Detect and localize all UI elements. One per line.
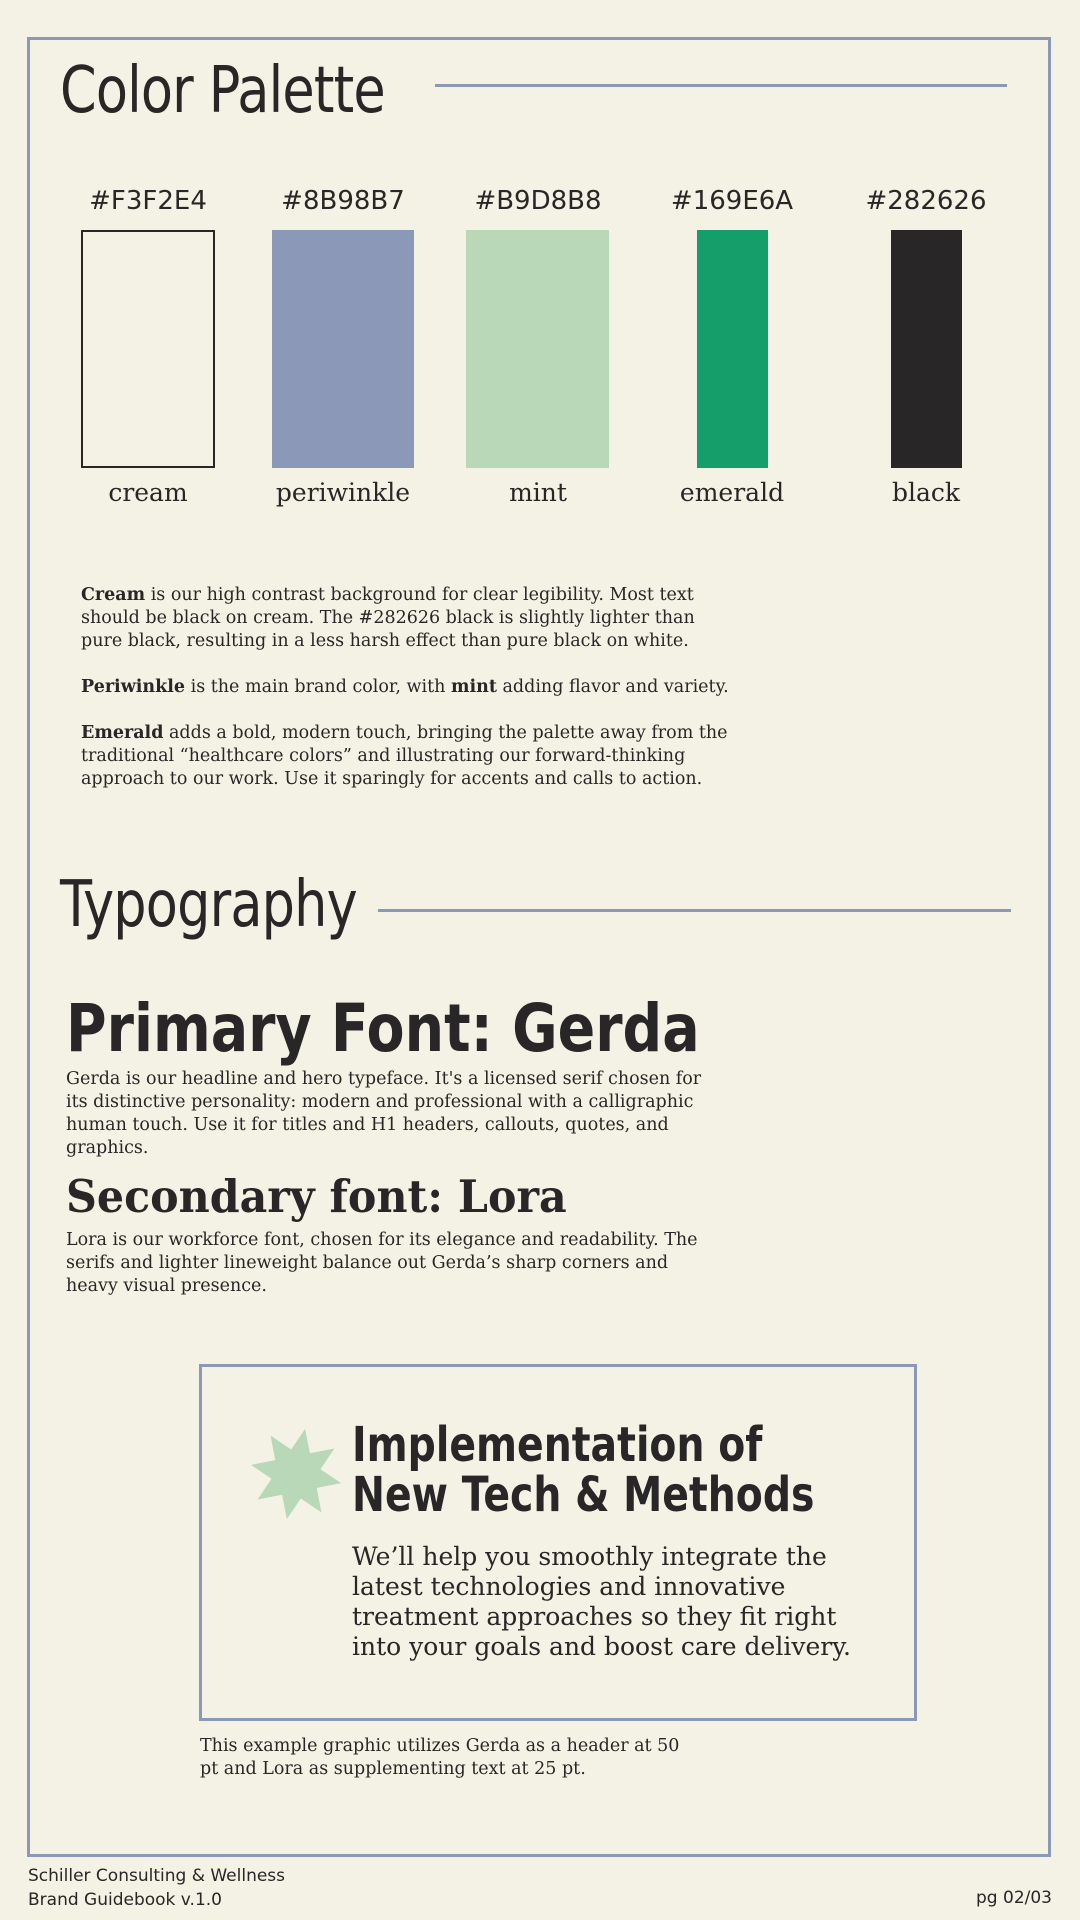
swatch-hex-cream: #F3F2E4 bbox=[89, 186, 207, 216]
example-graphic-caption: This example graphic utilizes Gerda as a header at 50 pt and Lora as supplementing text at 25 pt. bbox=[200, 1736, 680, 1779]
swatch-hex-periwinkle: #8B98B7 bbox=[281, 186, 405, 216]
example-graphic-title bbox=[352, 1417, 815, 1523]
swatch-hex-black: #282626 bbox=[865, 186, 987, 216]
palette-title-rule bbox=[435, 84, 1007, 87]
footer-brand bbox=[28, 1864, 285, 1912]
palette-term-emerald: Emerald bbox=[81, 723, 164, 743]
star-icon bbox=[248, 1426, 344, 1522]
swatch-name-emerald: emerald bbox=[679, 478, 785, 507]
swatch-name-black: black bbox=[891, 478, 961, 507]
swatch-name-periwinkle: periwinkle bbox=[275, 478, 411, 507]
primary-font-description: Gerda is our headline and hero typeface. It's a licensed serif chosen for its distinctive personality: modern and professional with a calligraphic human touch. Use it for titles and H1 headers, callouts, quotes, and graphics. bbox=[66, 1069, 702, 1158]
secondary-font-title: Secondary font: Lora bbox=[66, 1170, 567, 1223]
swatch-emerald bbox=[697, 230, 768, 468]
swatch-cream bbox=[81, 230, 215, 468]
footer-company: Schiller Consulting & Wellness bbox=[28, 1866, 286, 1886]
swatch-mint bbox=[466, 230, 609, 468]
palette-paragraph-emerald bbox=[81, 722, 741, 791]
primary-font-title: Primary Font: Gerda bbox=[66, 990, 700, 1067]
palette-paragraph-emerald-text: adds a bold, modern touch, bringing the palette away from the traditional “healthcare colors” and illustrating our forward-thinking approach to our work. Use it sparingly for accents and calls to action. bbox=[81, 723, 728, 789]
palette-term-periwinkle: Periwinkle bbox=[81, 677, 186, 697]
palette-paragraph-periwinkle-text: is the main brand color, with bbox=[185, 677, 451, 697]
example-title-line2: New Tech & Methods bbox=[352, 1467, 815, 1523]
footer-guidebook-version: Brand Guidebook v.1.0 bbox=[28, 1890, 222, 1910]
palette-paragraph-mint-text: adding flavor and variety. bbox=[496, 677, 729, 697]
swatch-black bbox=[891, 230, 962, 468]
secondary-font-description: Lora is our workforce font, chosen for its elegance and readability. The serifs and lighter lineweight balance out Gerda’s sharp corners and heavy visual presence. bbox=[66, 1230, 698, 1296]
example-title-line1: Implementation of bbox=[352, 1417, 763, 1473]
typography-title-rule bbox=[378, 909, 1011, 912]
palette-paragraph-cream-text: is our high contrast background for clear legibility. Most text should be black on cream. The #282626 black is slightly lighter than pure black, resulting in a less harsh effect than pure black on white. bbox=[81, 585, 695, 651]
page-number: pg 02/03 bbox=[976, 1888, 1052, 1908]
swatch-hex-mint: #B9D8B8 bbox=[474, 186, 602, 216]
palette-title: Color Palette bbox=[60, 54, 385, 128]
palette-paragraph-cream bbox=[81, 584, 741, 653]
palette-term-mint: mint bbox=[450, 677, 497, 697]
swatch-hex-emerald: #169E6A bbox=[670, 186, 794, 216]
example-graphic-body: We’ll help you smoothly integrate the latest technologies and innovative treatment approaches so they fit right into your goals and boost care delivery. bbox=[352, 1542, 851, 1661]
palette-paragraph-periwinkle bbox=[81, 676, 741, 699]
swatch-name-mint: mint bbox=[509, 478, 567, 507]
swatch-name-cream: cream bbox=[108, 478, 188, 507]
typography-title: Typography bbox=[60, 868, 357, 942]
swatch-periwinkle bbox=[272, 230, 414, 468]
palette-term-cream: Cream bbox=[81, 585, 146, 605]
